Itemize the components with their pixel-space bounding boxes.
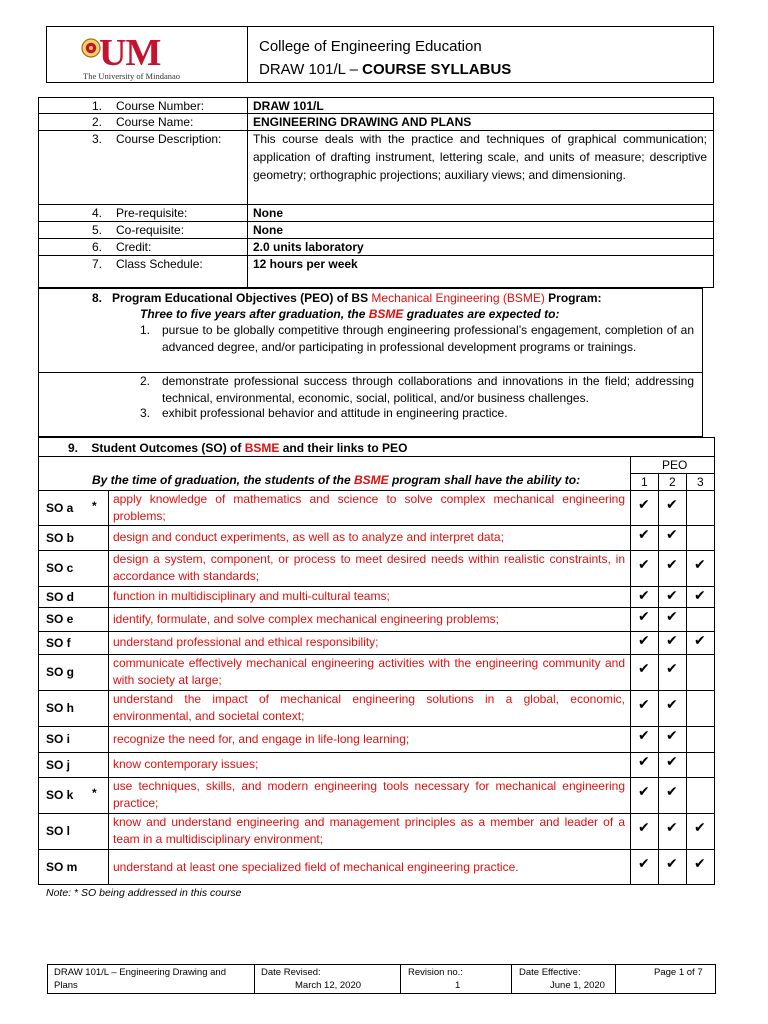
- peo-check-icon: ✔: [638, 527, 650, 543]
- peo-check-icon: ✔: [694, 820, 706, 836]
- course-info-number: 2.: [92, 115, 103, 129]
- footer-date-effective: June 1, 2020: [550, 980, 605, 991]
- footer-page: Page 1 of 7: [654, 967, 703, 978]
- so-code: SO c: [46, 561, 74, 575]
- so-code: SO l: [46, 824, 71, 838]
- course-info-number: 5.: [92, 223, 103, 237]
- course-info-label: Course Description:: [116, 132, 222, 146]
- course-info-label: Co-requisite:: [116, 223, 185, 237]
- course-info-number: 1.: [92, 99, 103, 113]
- peo-check-icon: ✔: [638, 557, 650, 573]
- document-header: [46, 26, 714, 83]
- peo-check-icon: ✔: [638, 497, 650, 513]
- so-description: recognize the need for, and engage in life-long learning;: [113, 731, 410, 746]
- college-name: College of Engineering Education: [259, 38, 482, 55]
- so-description: know contemporary issues;: [113, 757, 259, 771]
- so-star-marker: *: [92, 498, 97, 513]
- peo-item-number: 3.: [140, 406, 151, 420]
- course-info-label: Credit:: [116, 240, 152, 254]
- peo-check-icon: ✔: [666, 609, 678, 625]
- so-star-marker: *: [92, 786, 97, 800]
- peo-check-icon: ✔: [666, 856, 678, 872]
- peo-check-icon: ✔: [666, 728, 678, 744]
- peo-check-icon: ✔: [638, 588, 650, 604]
- footer-date-revised-label: Date Revised:: [261, 967, 321, 978]
- course-info-value: None: [253, 223, 283, 237]
- so-description: use techniques, skills, and modern engineering tools necessary for mechanical engineering practice;: [113, 779, 625, 810]
- peo-check-icon: ✔: [666, 557, 678, 573]
- peo-intro: Three to five years after graduation, the BSME graduates are expected to:: [140, 307, 560, 321]
- course-info-number: 7.: [92, 257, 103, 271]
- peo-check-icon: ✔: [666, 820, 678, 836]
- so-description: know and understand engineering and management principles as a member and leader of a team in a multidisciplinary environment;: [113, 815, 625, 846]
- so-code: SO m: [46, 860, 78, 874]
- peo-check-icon: ✔: [638, 661, 650, 677]
- peo-title: 8. Program Educational Objectives (PEO) of BS Mechanical Engineering (BSME) Program:: [92, 291, 602, 305]
- so-code: SO a: [46, 500, 74, 515]
- course-info-label: Class Schedule:: [116, 257, 203, 271]
- peo-check-icon: ✔: [638, 697, 650, 713]
- so-description: design and conduct experiments, as well as to analyze and interpret data;: [113, 530, 504, 544]
- peo-check-icon: ✔: [694, 856, 706, 872]
- peo-check-icon: ✔: [666, 661, 678, 677]
- peo-check-icon: ✔: [666, 697, 678, 713]
- peo-check-icon: ✔: [666, 497, 678, 513]
- so-code: SO b: [46, 530, 75, 545]
- peo-col-3: 3: [697, 475, 704, 489]
- logo-text: UM: [99, 32, 161, 74]
- course-info-label: Course Name:: [116, 115, 194, 129]
- peo-col-2: 2: [669, 475, 676, 489]
- peo-item-text: exhibit professional behavior and attitude in engineering practice.: [162, 406, 508, 420]
- university-seal-icon: [81, 38, 101, 58]
- course-info-value: DRAW 101/L: [253, 99, 324, 113]
- course-info-value: This course deals with the practice and techniques of graphical communication; application of drafting instrument, lettering scale, and units of measure; descriptive geometry; orthographic projections; auxiliary views; and dimensioning.: [253, 132, 707, 182]
- so-code: SO j: [46, 757, 71, 772]
- footer-date-effective-label: Date Effective:: [519, 967, 581, 978]
- peo-check-icon: ✔: [638, 728, 650, 744]
- so-code: SO g: [46, 665, 75, 679]
- peo-check-icon: ✔: [666, 754, 678, 770]
- peo-check-icon: ✔: [666, 784, 678, 800]
- peo-check-icon: ✔: [666, 633, 678, 649]
- course-info-value: 2.0 units laboratory: [253, 240, 364, 254]
- peo-check-icon: ✔: [638, 856, 650, 872]
- so-description: understand at least one specialized field of mechanical engineering practice.: [113, 859, 519, 874]
- peo-check-icon: ✔: [638, 754, 650, 770]
- logo: [47, 27, 248, 82]
- course-info-number: 4.: [92, 206, 103, 220]
- footer-revision-label: Revision no.:: [408, 967, 463, 978]
- so-description: apply knowledge of mathematics and science to solve complex mechanical engineering problems;: [113, 491, 625, 523]
- so-description: design a system, component, or process to meet desired needs within realistic constraints, in accordance with standards;: [113, 552, 625, 583]
- peo-column-header: PEO: [662, 458, 688, 472]
- logo-subtitle: The University of Mindanao: [83, 71, 181, 81]
- course-info-label: Course Number:: [116, 99, 205, 113]
- course-info-number: 6.: [92, 240, 103, 254]
- course-info-label: Pre-requisite:: [116, 206, 188, 220]
- peo-item-number: 2.: [140, 374, 151, 388]
- so-intro: By the time of graduation, the students of the BSME program shall have the ability to:: [92, 473, 581, 487]
- course-info-number: 3.: [92, 132, 103, 146]
- syllabus-title: DRAW 101/L – COURSE SYLLABUS: [259, 61, 512, 78]
- so-description: function in multidisciplinary and multi-cultural teams;: [113, 589, 390, 603]
- so-description: understand the impact of mechanical engineering solutions in a global, economic, environmental, and societal context;: [113, 692, 625, 723]
- peo-check-icon: ✔: [694, 588, 706, 604]
- peo-check-icon: ✔: [638, 784, 650, 800]
- footer-course-line2: Plans: [54, 980, 78, 991]
- peo-check-icon: ✔: [638, 820, 650, 836]
- so-code: SO f: [46, 635, 71, 650]
- peo-item-number: 1.: [140, 323, 151, 337]
- peo-item-text: pursue to be globally competitive through engineering professional’s engagement, completion of an advanced degree, and/or participating in professional development programs or trainings.: [162, 323, 694, 354]
- peo-check-icon: ✔: [638, 609, 650, 625]
- peo-check-icon: ✔: [666, 527, 678, 543]
- peo-check-icon: ✔: [694, 633, 706, 649]
- so-code: SO e: [46, 612, 74, 626]
- so-code: SO k: [46, 788, 74, 802]
- so-title: 9. Student Outcomes (SO) of BSME and their links to PEO: [68, 441, 408, 455]
- course-info-value: None: [253, 206, 283, 220]
- peo-check-icon: ✔: [694, 557, 706, 573]
- footer-revision: 1: [455, 980, 461, 991]
- so-code: SO i: [46, 732, 71, 746]
- so-code: SO h: [46, 701, 75, 715]
- peo-col-1: 1: [641, 475, 648, 489]
- peo-item-text: demonstrate professional success through collaborations and innovations in the field; addressing technical, environmental, economic, social, political, and/or business challenges.: [162, 374, 694, 405]
- so-note: Note: * SO being addressed in this course: [46, 887, 242, 899]
- peo-check-icon: ✔: [638, 633, 650, 649]
- course-info-value: ENGINEERING DRAWING AND PLANS: [253, 115, 472, 129]
- footer-course: DRAW 101/L – Engineering Drawing and: [54, 967, 226, 978]
- so-description: understand professional and ethical responsibility;: [113, 635, 379, 649]
- peo-check-icon: ✔: [666, 588, 678, 604]
- footer-date-revised: March 12, 2020: [295, 980, 362, 991]
- so-code: SO d: [46, 589, 75, 604]
- so-description: communicate effectively mechanical engineering activities with the engineering community and with society at large;: [113, 656, 625, 687]
- course-info-value: 12 hours per week: [253, 257, 358, 271]
- so-description: identify, formulate, and solve complex mechanical engineering problems;: [113, 611, 499, 626]
